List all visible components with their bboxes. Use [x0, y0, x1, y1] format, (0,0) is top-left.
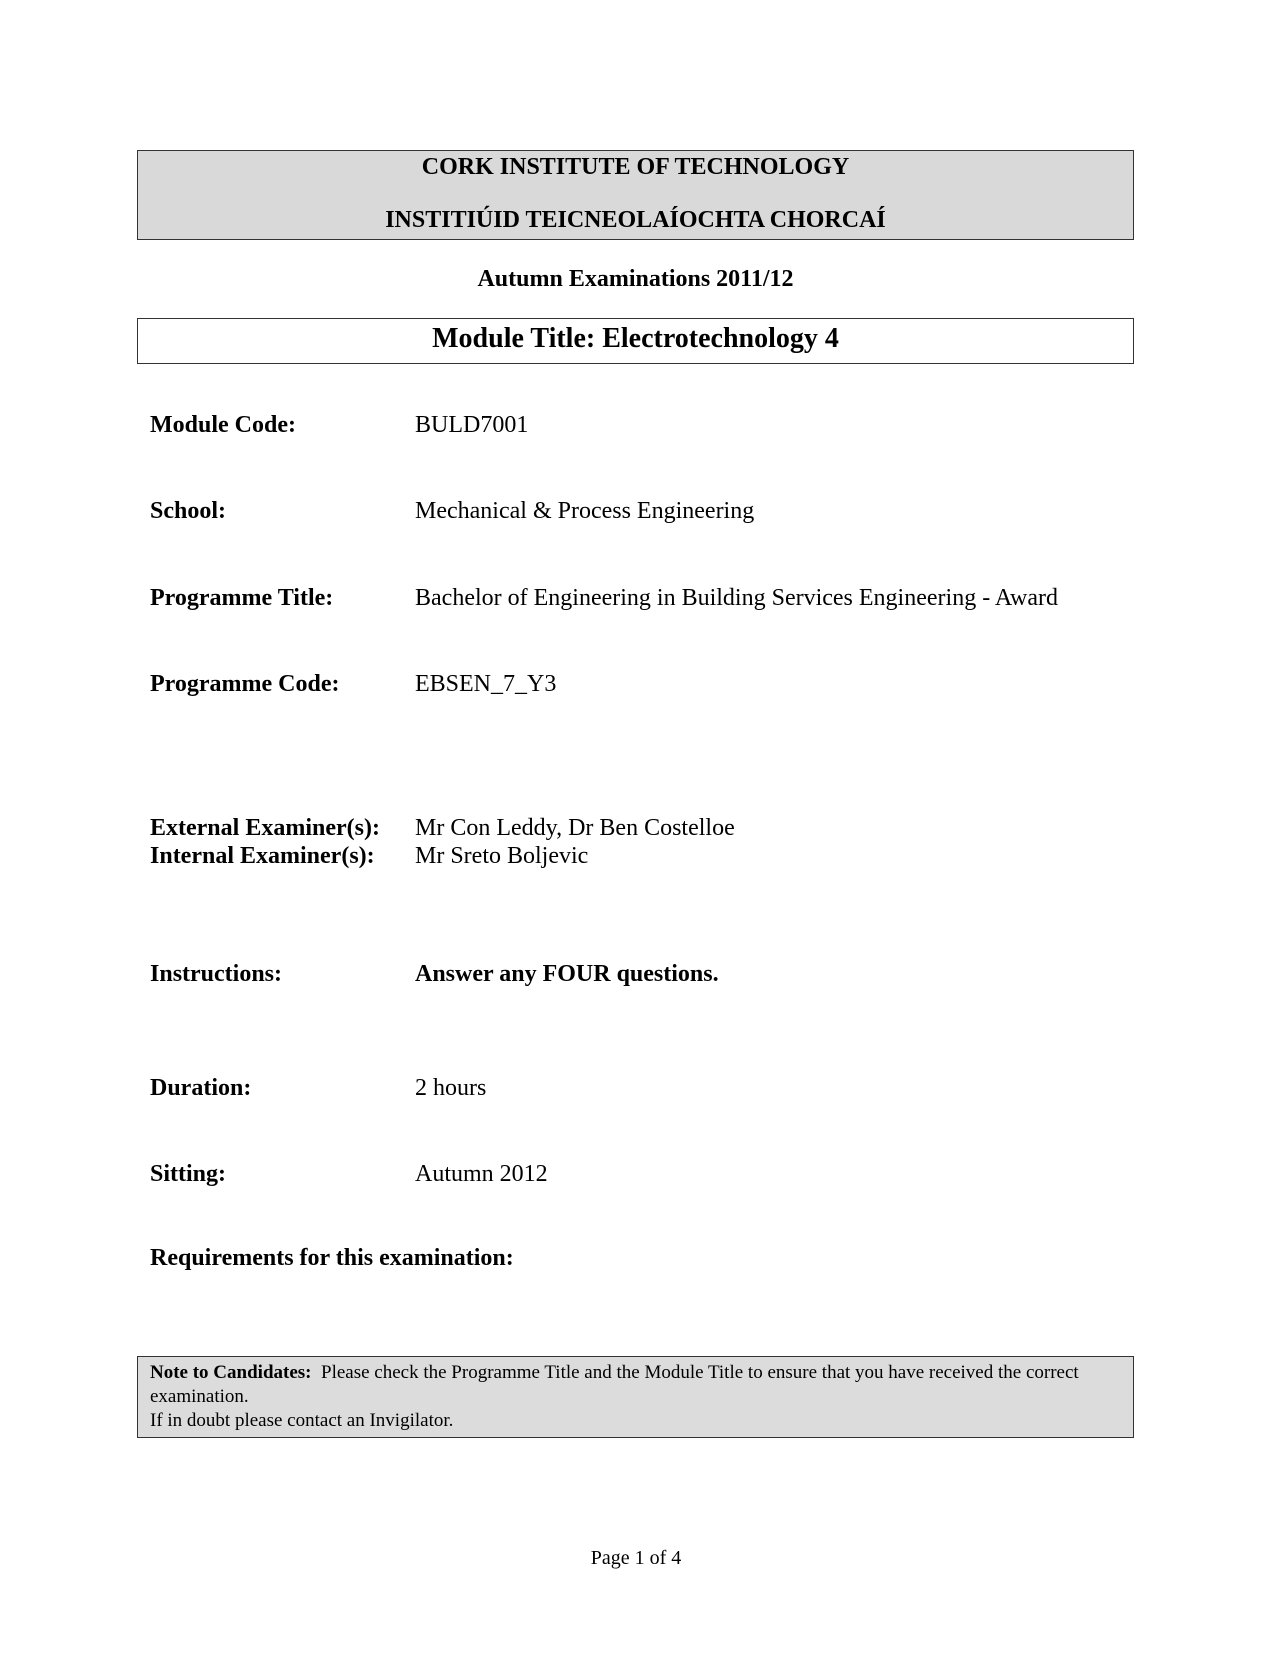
module-code-value: BULD7001: [415, 412, 529, 438]
instructions-label: Instructions:: [150, 961, 283, 987]
sitting-label: Sitting:: [150, 1161, 227, 1187]
internal-examiners-label: Internal Examiner(s):: [150, 843, 375, 869]
sitting-value: Autumn 2012: [415, 1161, 548, 1187]
duration-value: 2 hours: [415, 1075, 487, 1101]
internal-examiners-value: Mr Sreto Boljevic: [415, 843, 589, 869]
programme-code-value: EBSEN_7_Y3: [415, 671, 557, 697]
programme-title-label: Programme Title:: [150, 585, 334, 611]
page-indicator: Page 1 of 4: [590, 1547, 682, 1569]
note-label: Note to Candidates:: [150, 1362, 312, 1383]
school-value: Mechanical & Process Engineering: [415, 498, 755, 524]
duration-label: Duration:: [150, 1075, 252, 1101]
exam-session: Autumn Examinations 2011/12: [477, 266, 794, 292]
note-text: Please check the Programme Title and the Module Title to ensure that you have received the correct examination.: [150, 1362, 1079, 1407]
note-to-candidates-box: [137, 1356, 1134, 1438]
instructions-value: Answer any FOUR questions.: [415, 961, 719, 987]
note-first-paragraph: [150, 1361, 1121, 1409]
institute-name-english: CORK INSTITUTE OF TECHNOLOGY: [421, 154, 850, 180]
institute-header-box: [137, 150, 1134, 240]
module-title-box: [137, 318, 1134, 364]
external-examiners-value: Mr Con Leddy, Dr Ben Costelloe: [415, 815, 735, 841]
programme-title-value: Bachelor of Engineering in Building Services Engineering - Award: [415, 585, 1058, 611]
school-label: School:: [150, 498, 227, 524]
programme-code-label: Programme Code:: [150, 671, 340, 697]
module-code-label: Module Code:: [150, 412, 296, 438]
external-examiners-label: External Examiner(s):: [150, 815, 380, 841]
note-second-paragraph: If in doubt please contact an Invigilator.: [150, 1410, 454, 1431]
requirements-heading: Requirements for this examination:: [150, 1245, 514, 1271]
module-title: Module Title: Electrotechnology 4: [432, 323, 839, 354]
institute-name-irish: INSTITIÚID TEICNEOLAÍOCHTA CHORCAÍ: [385, 207, 886, 233]
